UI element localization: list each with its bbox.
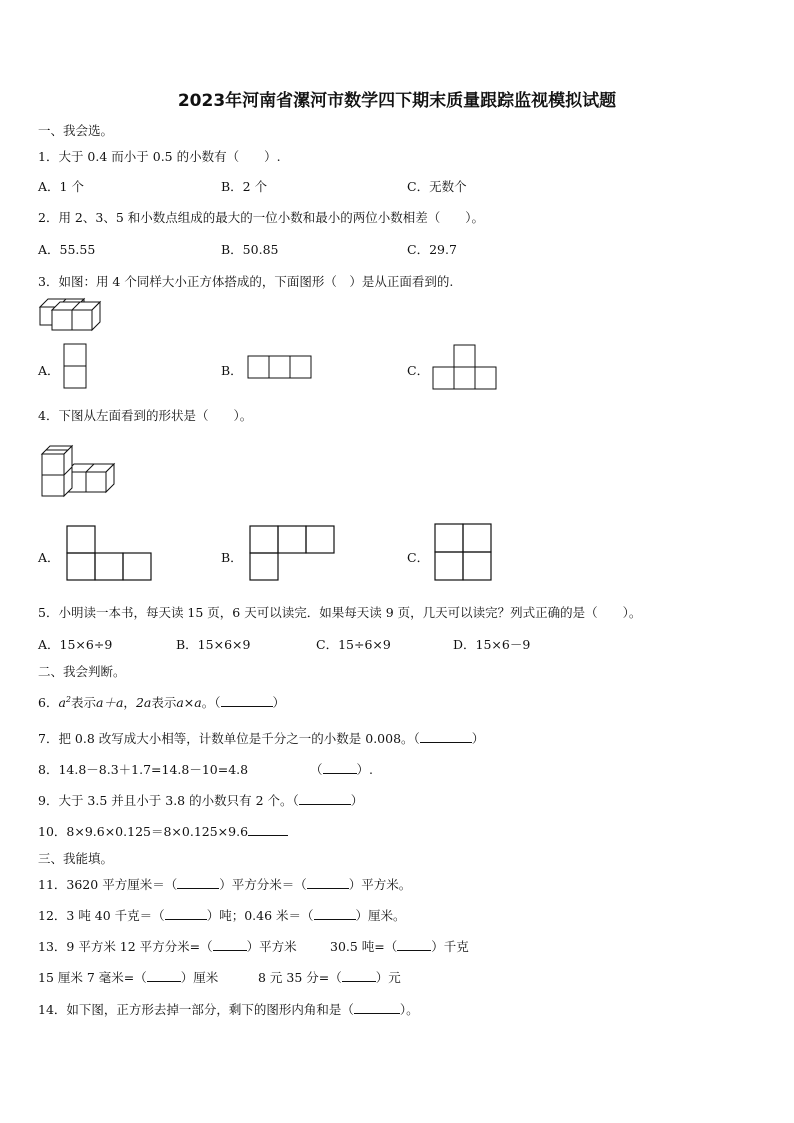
q3-cube-stack-figure bbox=[38, 296, 102, 332]
q13-blank-4[interactable] bbox=[342, 969, 376, 982]
q11-blank-1[interactable] bbox=[177, 876, 219, 889]
q6-a-squared: $a^2$ bbox=[58, 694, 71, 710]
q4-option-c-figure[interactable] bbox=[434, 523, 496, 583]
question-11: 11．3620 平方厘米＝（ ）平方分米＝（ ）平方米。 bbox=[38, 877, 412, 892]
question-4: 4．下图从左面看到的形状是（ ）。 bbox=[38, 408, 253, 423]
q13-blank-1[interactable] bbox=[213, 938, 247, 951]
q3-option-c-figure[interactable] bbox=[432, 344, 500, 392]
q1-option-c[interactable]: C．无数个 bbox=[407, 179, 467, 194]
question-12: 12．3 吨 40 千克＝（ ）吨；0.46 米＝（ ）厘米。 bbox=[38, 908, 406, 923]
q12-blank-1[interactable] bbox=[165, 907, 207, 920]
q13-blank-2[interactable] bbox=[397, 938, 431, 951]
q1-option-a[interactable]: A．1 个 bbox=[38, 179, 84, 194]
q2-option-a[interactable]: A．55.55 bbox=[38, 242, 96, 257]
question-5: 5．小明读一本书，每天读 15 页，6 天可以读完．如果每天读 9 页，几天可以读完？列式正确的是（ ）。 bbox=[38, 605, 642, 620]
page-title: 2023年河南省漯河市数学四下期末质量跟踪监视模拟试题 bbox=[177, 91, 617, 111]
q8-answer-blank[interactable] bbox=[323, 761, 357, 774]
q3-option-c-label[interactable]: C． bbox=[407, 363, 430, 378]
section-2-heading: 二、我会判断。 bbox=[38, 664, 126, 679]
q5-option-b[interactable]: B．15×6×9 bbox=[176, 637, 251, 652]
q4-cube-stack-figure bbox=[38, 440, 118, 500]
q8-answer: （ ）. bbox=[310, 762, 373, 777]
section-1-heading: 一、我会选。 bbox=[38, 123, 114, 138]
question-13-row-2: 15 厘米 7 毫米=（ ）厘米 bbox=[38, 970, 219, 985]
q4-option-a-figure[interactable] bbox=[66, 525, 154, 583]
question-13-row-2-part-2: 8 元 35 分=（ ）元 bbox=[258, 970, 401, 985]
q5-option-a[interactable]: A．15×6÷9 bbox=[38, 637, 113, 652]
q7-answer-blank[interactable] bbox=[420, 730, 472, 743]
question-13-part-2: 30.5 吨=（ ）千克 bbox=[330, 939, 469, 954]
question-10: 10．8×9.6×0.125＝8×0.125×9.6 bbox=[38, 822, 288, 840]
q2-option-c[interactable]: C．29.7 bbox=[407, 242, 457, 257]
question-9: 9．大于 3.5 并且小于 3.8 的小数只有 2 个。（ ） bbox=[38, 793, 364, 808]
q3-option-a-figure[interactable] bbox=[63, 343, 89, 391]
q3-option-b-label[interactable]: B． bbox=[221, 363, 243, 378]
question-7: 7．把 0.8 改写成大小相等，计数单位是千分之一的小数是 0.008。（ ） bbox=[38, 731, 485, 746]
q3-option-a-label[interactable]: A． bbox=[38, 363, 60, 378]
question-14: 14．如下图，正方形去掉一部分，剩下的图形内角和是（ ）。 bbox=[38, 1002, 419, 1017]
q4-option-a-label[interactable]: A． bbox=[38, 550, 60, 565]
q5-option-d[interactable]: D．15×6－9 bbox=[453, 637, 531, 652]
q10-answer-blank[interactable] bbox=[248, 823, 288, 836]
question-13: 13．9 平方米 12 平方分米=（ ）平方米 bbox=[38, 939, 297, 954]
q1-option-b[interactable]: B．2 个 bbox=[221, 179, 268, 194]
q13-blank-3[interactable] bbox=[147, 969, 181, 982]
q14-answer-blank[interactable] bbox=[354, 1001, 400, 1014]
q2-option-b[interactable]: B．50.85 bbox=[221, 242, 279, 257]
q11-blank-2[interactable] bbox=[307, 876, 349, 889]
q9-answer-blank[interactable] bbox=[299, 792, 351, 805]
q4-option-b-figure[interactable] bbox=[249, 525, 337, 583]
question-2: 2．用 2、3、5 和小数点组成的最大的一位小数和最小的两位小数相差（ ）。 bbox=[38, 210, 485, 225]
question-8: 8．14.8－8.3＋1.7=14.8－10=4.8 bbox=[38, 762, 249, 777]
q5-option-c[interactable]: C．15÷6×9 bbox=[316, 637, 391, 652]
q4-option-c-label[interactable]: C． bbox=[407, 550, 430, 565]
q3-option-b-figure[interactable] bbox=[247, 355, 315, 381]
question-1: 1．大于 0.4 而小于 0.5 的小数有（ ）. bbox=[38, 149, 281, 164]
question-3: 3．如图：用 4 个同样大小正方体搭成的，下面图形（ ）是从正面看到的. bbox=[38, 274, 454, 289]
q12-blank-2[interactable] bbox=[314, 907, 356, 920]
q6-answer-blank[interactable] bbox=[221, 694, 273, 707]
q4-option-b-label[interactable]: B． bbox=[221, 550, 243, 565]
section-3-heading: 三、我能填。 bbox=[38, 851, 114, 866]
question-6: 6．$a^2$表示a＋a，2a表示a×a。（ ） bbox=[38, 694, 286, 710]
